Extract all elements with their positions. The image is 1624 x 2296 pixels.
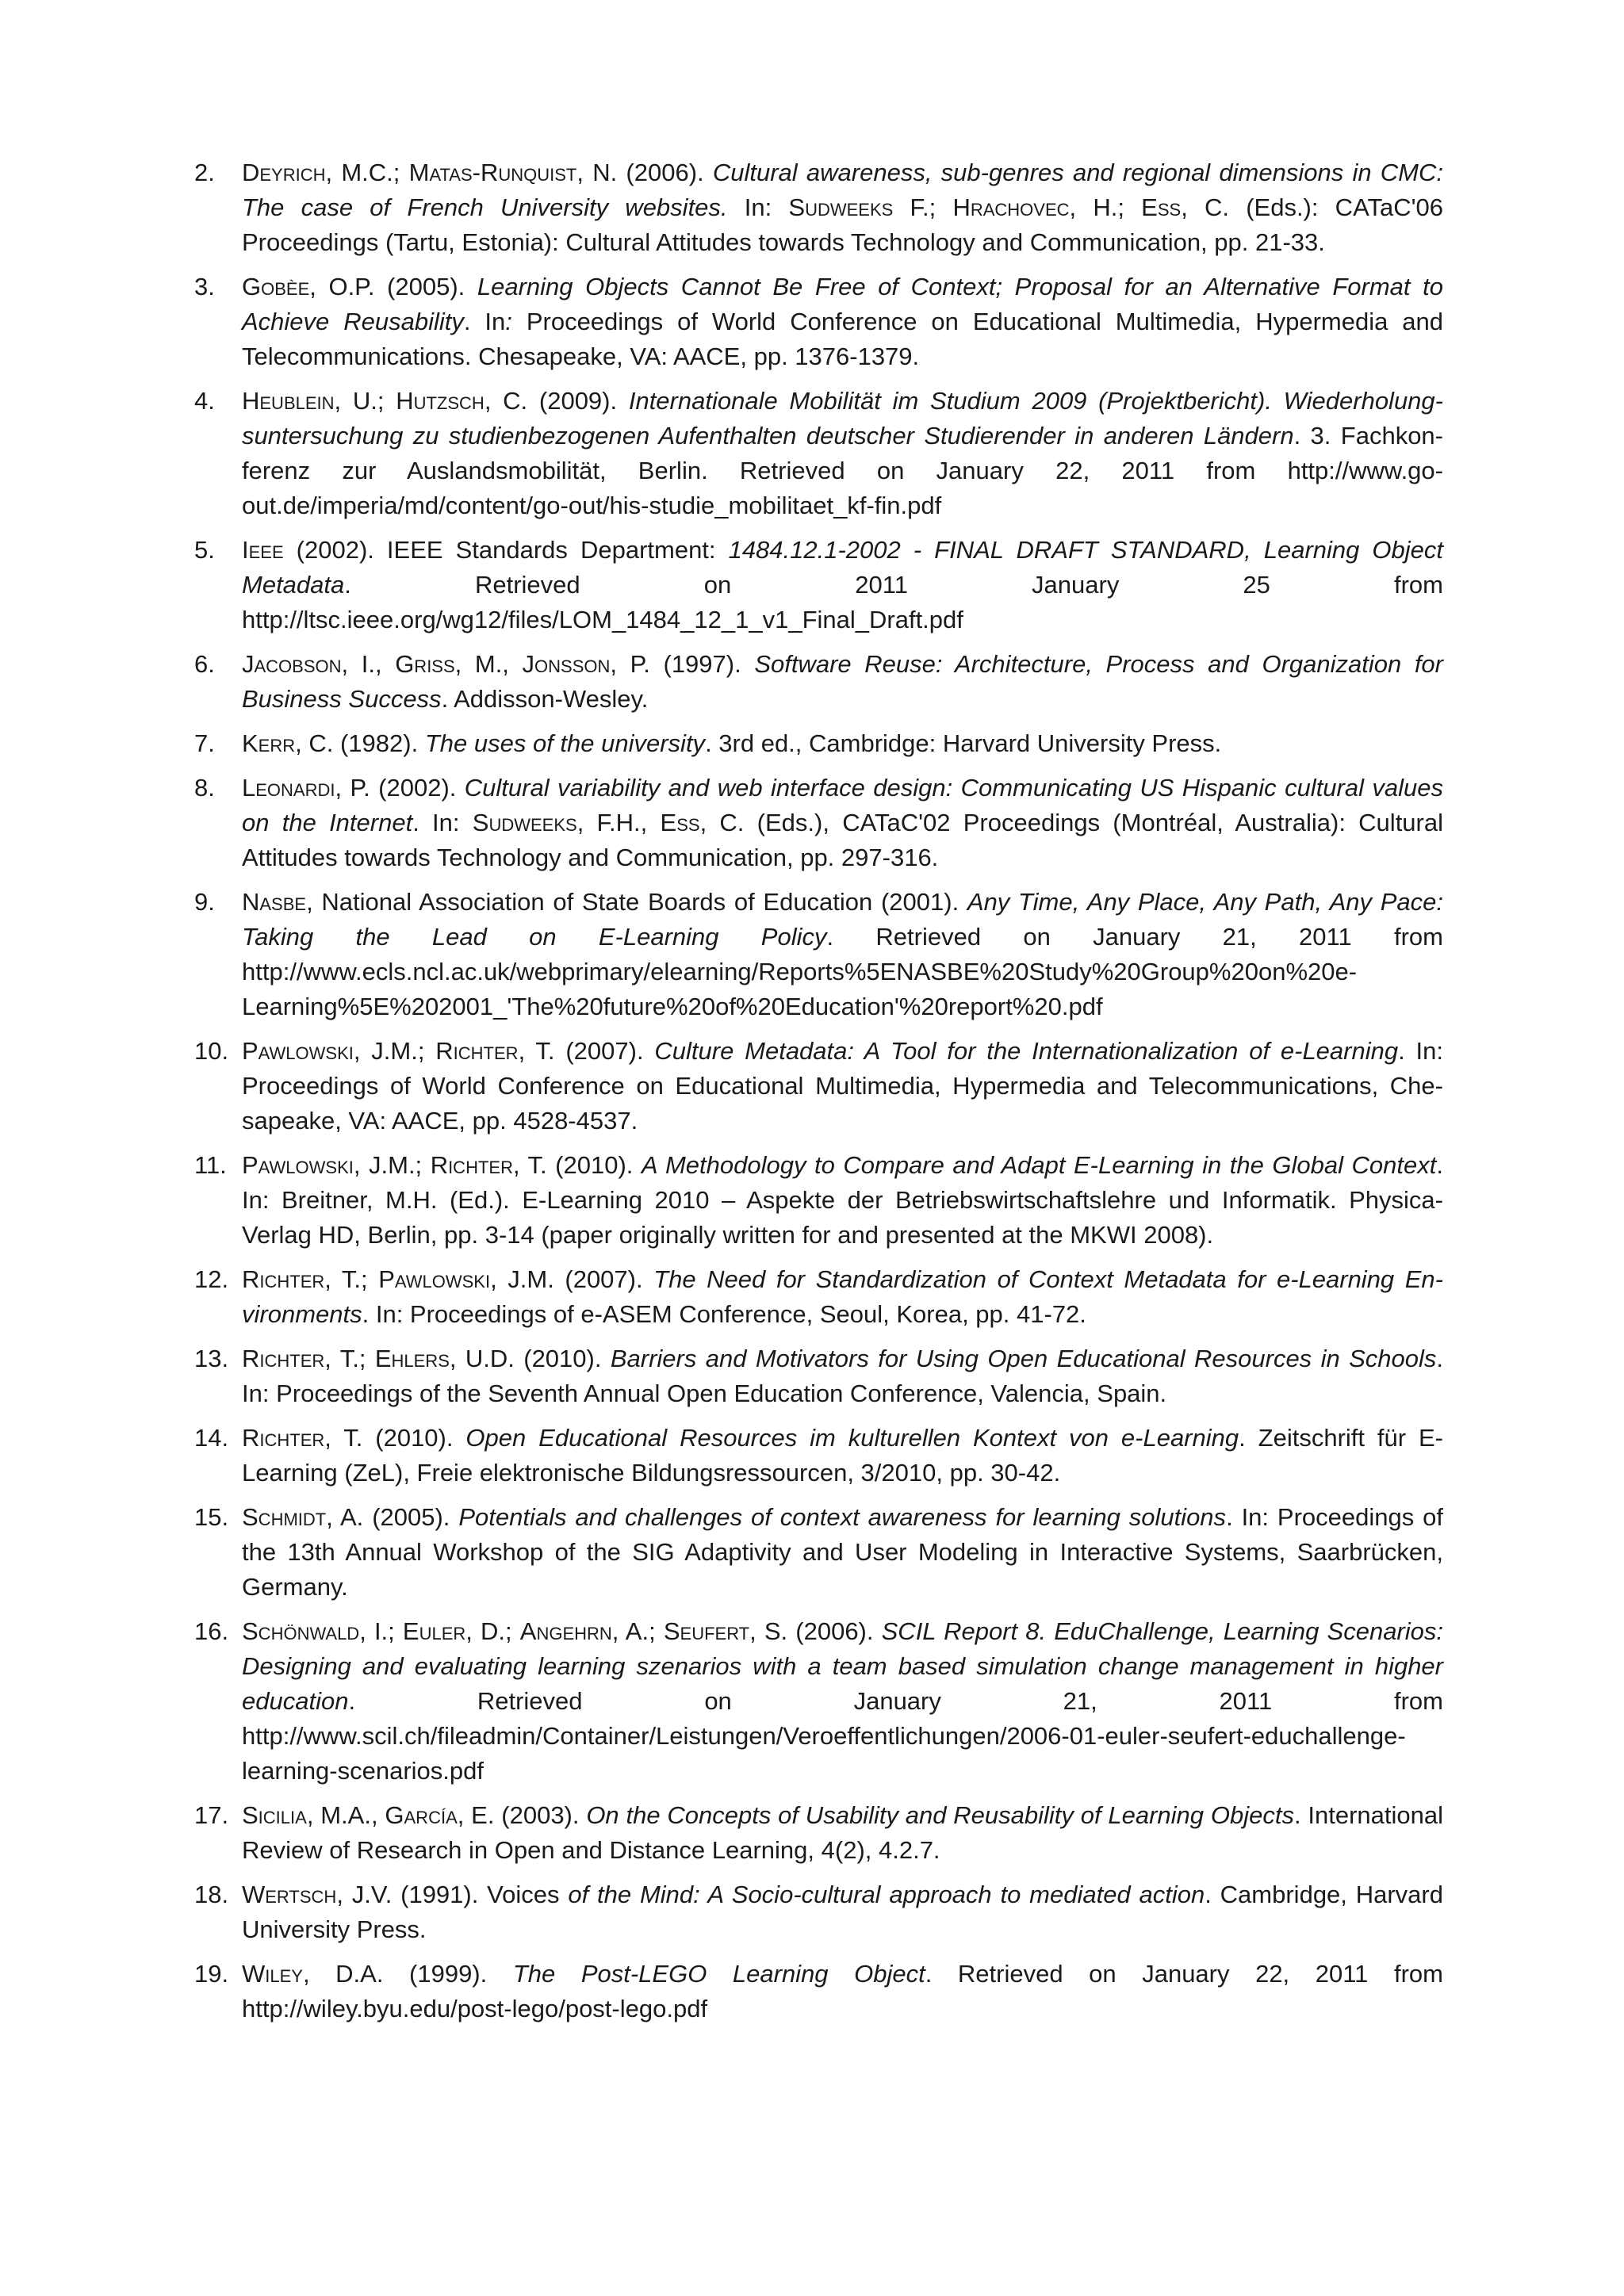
author-name: Angehrn [519,1617,612,1645]
reference-segment: , A. (2005). [326,1503,459,1531]
author-name: Ess [660,809,700,836]
author-name: Matas-Runquist [408,159,577,186]
reference-segment: , C. (2009). [484,387,629,415]
reference-segment: (2002). IEEE Standards Department: [283,536,729,564]
reference-segment: , P. (1997). [610,650,755,678]
reference-text [242,1881,1443,1943]
reference-segment: . In: [412,809,473,836]
reference-segment: . 3. Fachkonferenz zur Auslandsmobilität, Berlin. Retrieved on January 22, 2011 from http://www.go-out.de/imperia/md/content/go-out/his-studie_mobilitaet_kf-fin.pdf [242,422,1443,519]
reference-segment: , C. (1982). [295,729,425,757]
author-name: Heublein [242,387,335,415]
reference-segment: , P. (2002). [335,774,465,802]
author-name: Ehlers [374,1345,450,1372]
author-name: Schmidt [242,1503,327,1531]
reference-text [242,536,1443,633]
reference-number: 7. [194,729,215,757]
author-name: García [385,1801,458,1829]
reference-segment: , M., [454,650,523,678]
reference-item [194,647,1443,717]
reference-number: 15. [194,1503,229,1531]
reference-segment: . In: Proceedings of the 13th Annual Workshop of the SIG Adaptivity and User Modeling in Interactive Systems, Saarbrücken, Germany. [242,1503,1443,1601]
reference-number: 12. [194,1265,229,1293]
reference-item [194,1148,1443,1253]
reference-item [194,1877,1443,1947]
reference-segment: , C. (Eds.), CATaC'02 Proceedings (Montréal, Australia): Cultural Attitudes towards Technology and Communication, pp. 297-316. [242,809,1443,871]
author-name: Sudweeks [472,809,577,836]
reference-item [194,1798,1443,1868]
author-name: Jonsson [522,650,611,678]
reference-segment: . International Review of Research in Open and Distance Learning, 4(2), 4.2.7. [242,1801,1443,1864]
reference-text [242,1265,1443,1328]
reference-segment: . Retrieved on January 21, 2011 from http://www.scil.ch/fileadmin/Container/Leistungen/Veroeffentlichungen/2006-01-euler-seufert-educhallenge-learning-scenarios.pdf [242,1687,1443,1785]
reference-segment: . Retrieved on 2011 January 25 from http://ltsc.ieee.org/wg12/files/LOM_1484_12_1_v1_Final_Draft.pdf [242,571,1443,633]
reference-segment: . 3rd ed., Cambridge: Harvard University Press. [705,729,1222,757]
reference-segment: In: [727,193,789,221]
reference-title: A Methodology to Compare and Adapt E-Learning in the Global Context [641,1151,1437,1179]
reference-title: of the Mind: A Socio-cultural approach to mediated action [568,1881,1205,1908]
author-name: Richter [242,1265,325,1293]
reference-title: Cultural awareness, sub-genres and regional dimensions in CMC: The case of French University websites. [242,159,1443,221]
reference-segment: , T. (2010). [512,1151,642,1179]
reference-segment: , O.P. (2005). [309,273,477,300]
reference-title: Internationale Mobilität im Studium 2009 (Projektbericht). Wiederholungsuntersuchung zu studienbezogenen Aufenthalten deutscher Studierender in anderen Ländern [242,387,1443,450]
reference-number: 9. [194,888,215,916]
reference-item [194,885,1443,1024]
reference-title: : [505,308,512,335]
reference-number: 16. [194,1617,229,1645]
reference-text [242,650,1443,713]
author-name: Wertsch [242,1881,337,1908]
reference-title: Software Reuse: Architecture, Process and Organization for Business Success [242,650,1443,713]
author-name: Ieee [242,536,284,564]
reference-title: Culture Metadata: A Tool for the Internationalization of e-Learning [654,1037,1399,1065]
author-name: Sicilia [242,1801,307,1829]
reference-title: Barriers and Motivators for Using Open Educational Resources in Schools [610,1345,1437,1372]
author-name: Schönwald [242,1617,360,1645]
author-name: Hutzsch [396,387,485,415]
reference-segment: , S. (2006). [749,1617,882,1645]
reference-segment: , U.; [334,387,396,415]
reference-item [194,155,1443,260]
reference-segment: , D.A. (1999). [302,1960,513,1988]
reference-text [242,1617,1443,1785]
reference-segment: , A.; [611,1617,664,1645]
reference-segment: , N. (2006). [576,159,713,186]
reference-title: Open Educational Resources im kulturellen Kontext von e-Learning [465,1424,1239,1452]
reference-title: On the Concepts of Usability and Reusability of Learning Objects [586,1801,1294,1829]
reference-segment: , J.M.; [353,1037,436,1065]
reference-number: 19. [194,1960,229,1988]
reference-title: SCIL Report 8. EduChallenge, Learning Scenarios: Designing and evaluating learning szenarios with a team based simulation change management in higher education [242,1617,1443,1715]
reference-number: 10. [194,1037,229,1065]
reference-segment: . Retrieved on January 22, 2011 from http://wiley.byu.edu/post-lego/post-lego.pdf [242,1960,1443,2022]
author-name: Richter [242,1424,325,1452]
reference-text [242,1801,1443,1864]
reference-title: Learning Objects Cannot Be Free of Context; Proposal for an Alternative Format to Achieve Reusability [242,273,1443,335]
author-name: Kerr [242,729,296,757]
reference-text [242,729,1221,757]
author-name: Richter [435,1037,519,1065]
reference-segment: . Addisson-Wesley. [441,685,649,713]
reference-segment: , F.H., [576,809,661,836]
reference-text [242,1960,1443,2022]
reference-number: 17. [194,1801,229,1829]
author-name: Wiley [242,1960,303,1988]
reference-title: 1484.12.1-2002 - FINAL DRAFT STANDARD, Learning Object Metadata [242,536,1443,599]
author-name: Sudweeks [788,193,894,221]
reference-text [242,888,1443,1020]
reference-item [194,1614,1443,1789]
author-name: Hrachovec [952,193,1070,221]
reference-segment: F.; [893,193,953,221]
reference-title: Any Time, Any Place, Any Path, Any Pace: Taking the Lead on E-Learning Policy [242,888,1443,951]
reference-item [194,533,1443,637]
reference-segment: Proceedings of World Conference on Educational Multimedia, Hypermedia and Telecommunications. Chesapeake, VA: AACE, pp. 1376-1379. [242,308,1443,370]
reference-segment: , H.; [1069,193,1142,221]
author-name: Euler [402,1617,466,1645]
reference-segment: , M.A., [306,1801,385,1829]
reference-segment: , E. (2003). [457,1801,587,1829]
reference-item [194,270,1443,374]
author-name: Jacobson [242,650,342,678]
reference-number: 2. [194,159,215,186]
reference-item [194,726,1443,761]
author-name: Pawlowski [242,1151,354,1179]
reference-text [242,1424,1443,1487]
reference-text [242,273,1443,370]
reference-segment: . In: Proceedings of e-ASEM Conference, Seoul, Korea, pp. 41-72. [362,1300,1086,1328]
reference-item [194,384,1443,523]
reference-number: 14. [194,1424,229,1452]
reference-item [194,1500,1443,1605]
reference-number: 18. [194,1881,229,1908]
reference-segment: , J.M. (2007). [490,1265,654,1293]
reference-segment: . In: Proceedings of World Conference on Educational Multimedia, Hypermedia and Telecommunications, Chesapeake, VA: AACE, pp. 4528-4537. [242,1037,1444,1135]
reference-title: The Need for Standardization of Context Metadata for e-Learning Environments [242,1265,1443,1328]
author-name: Pawlowski [242,1037,354,1065]
reference-number: 11. [194,1151,227,1179]
reference-title: Potentials and challenges of context awareness for learning solutions [458,1503,1227,1531]
reference-segment: , U.D. (2010). [449,1345,611,1372]
reference-number: 5. [194,536,215,564]
reference-text [242,1151,1443,1249]
author-name: Seufert [663,1617,750,1645]
reference-text [242,1503,1443,1601]
reference-title: The uses of the university [424,729,706,757]
reference-item [194,1957,1443,2026]
reference-number: 8. [194,774,215,802]
reference-item [194,771,1443,875]
reference-text [242,1345,1443,1407]
reference-segment: , I.; [359,1617,403,1645]
reference-text [242,387,1443,519]
reference-segment: . In [463,308,506,335]
reference-segment: . Zeitschrift für E-Learning (ZeL), Freie elektronische Bildungsressourcen, 3/2010, pp. 30-42. [242,1424,1443,1487]
reference-text [242,1037,1443,1135]
author-name: Gobèe [242,273,310,300]
author-name: Griss [395,650,455,678]
author-name: Ess [1141,193,1182,221]
reference-segment: , D.; [465,1617,520,1645]
reference-segment: , C. (Eds.): CATaC'06 Proceedings (Tartu, Estonia): Cultural Attitudes towards Technology and Communication, pp. 21-33. [242,193,1443,256]
reference-list [194,155,1443,2036]
reference-title: Cultural variability and web interface design: Communicating US Hispanic cultural values on the Internet [242,774,1443,836]
reference-number: 3. [194,273,215,300]
reference-segment: . Cambridge, Harvard University Press. [242,1881,1443,1943]
reference-item [194,1034,1443,1138]
author-name: Richter [242,1345,325,1372]
reference-segment: , National Association of State Boards of Education (2001). [306,888,967,916]
reference-segment: . Retrieved on January 21, 2011 from http://www.ecls.ncl.ac.uk/webprimary/elearning/Reports%5ENASBE%20Study%20Group%20on%20e-Learning%5E%202001_'The%20future%20of%20Education'%20report%20.pdf [242,923,1443,1020]
reference-segment: , T. (2010). [324,1424,466,1452]
reference-number: 4. [194,387,215,415]
reference-segment: , T. (2007). [518,1037,655,1065]
reference-item [194,1421,1443,1490]
reference-segment: . In: Proceedings of the Seventh Annual Open Education Conference, Valencia, Spain. [242,1345,1443,1407]
reference-segment: , M.C.; [325,159,409,186]
reference-title: The Post-LEGO Learning Object [512,1960,925,1988]
reference-segment: , I., [341,650,396,678]
author-name: Nasbe [242,888,307,916]
reference-segment: , J.M.; [353,1151,431,1179]
reference-segment: , T.; [324,1265,379,1293]
author-name: Leonardi [242,774,335,802]
author-name: Pawlowski [378,1265,491,1293]
reference-segment: , J.V. (1991). Voices [336,1881,569,1908]
reference-segment: . In: Breitner, M.H. (Ed.). E-Learning 2010 – Aspekte der Betriebswirtschaftslehre und Informatik. Physica-Verlag HD, Berlin, pp. 3-14 (paper originally written for and presented at the MKWI 2008). [242,1151,1444,1249]
reference-number: 6. [194,650,215,678]
reference-segment: , T.; [324,1345,375,1372]
reference-item [194,1341,1443,1411]
reference-text [242,774,1443,871]
reference-number: 13. [194,1345,229,1372]
reference-text [242,159,1443,256]
reference-item [194,1262,1443,1332]
author-name: Deyrich [242,159,326,186]
author-name: Richter [430,1151,513,1179]
